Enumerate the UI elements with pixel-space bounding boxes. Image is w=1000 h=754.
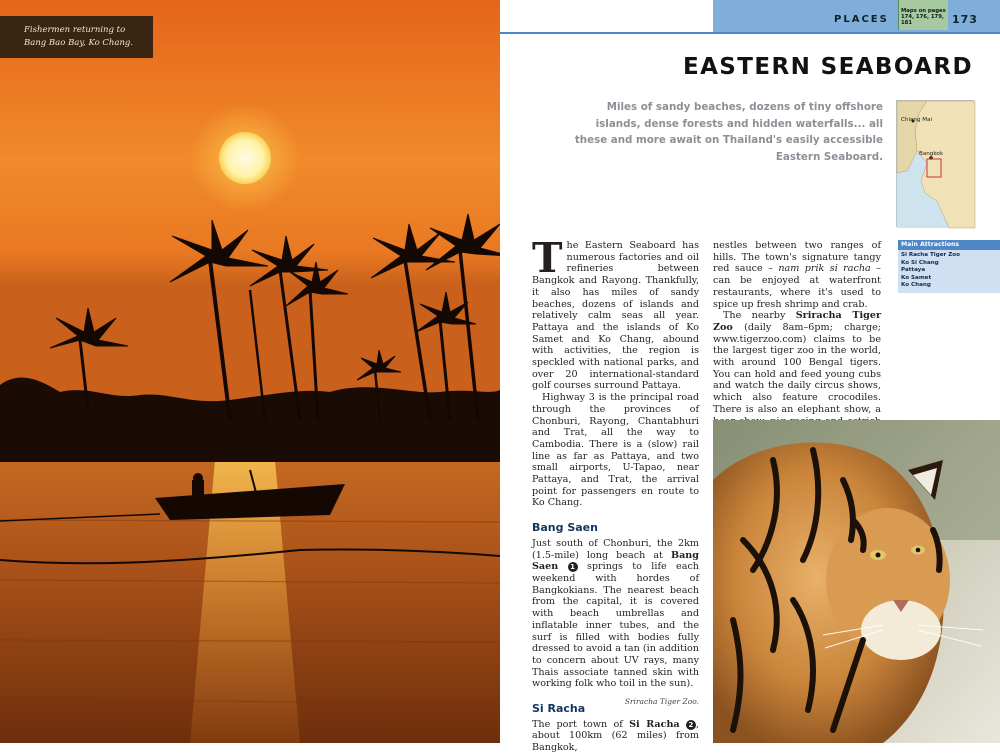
subheading-bang-saen: Bang Saen xyxy=(532,521,598,535)
place-name: Si Racha xyxy=(629,718,680,730)
map-ref-badge: 1 xyxy=(568,562,578,572)
map-label-bangkok: Bangkok xyxy=(919,151,944,157)
map-ref-badge: 2 xyxy=(686,720,696,730)
tiger-caption: Sriracha Tiger Zoo. xyxy=(624,697,699,706)
paragraph-text: he Eastern Seaboard has numerous factories and oil refineries between Bangkok and Rayong. Thankfully, it also has miles of sandy beaches, dozens of islands and relatively calm seas all year. Pattaya and the islands of Ko Samet and Ko Chang, abound with activities, the region is speckled with national parks, and over 20 international-standard golf courses surround Pattaya. xyxy=(532,240,699,392)
paragraph-text: The port town of xyxy=(532,718,630,730)
list-item: Ko Chang xyxy=(901,282,931,289)
attractions-heading: Main Attractions xyxy=(898,240,1000,250)
paragraph-text: The nearby xyxy=(723,310,796,322)
paragraph xyxy=(532,234,699,392)
paragraph xyxy=(713,240,881,310)
header-rule xyxy=(500,32,1000,34)
paragraph-text: – can be enjoyed at waterfront restaurants, where it's used to spice up fresh shrimp and crab. xyxy=(713,263,881,310)
paragraph xyxy=(532,719,699,754)
list-item: Si Racha Tiger Zoo xyxy=(901,252,960,258)
page-number: 173 xyxy=(952,13,978,26)
map-label-chiang-mai: Chiang Mai xyxy=(901,117,933,123)
list-item: Pattaya xyxy=(901,267,926,274)
paragraph xyxy=(532,538,699,690)
paragraph-text: , about 100km (62 miles) from Bangkok, xyxy=(532,718,699,754)
list-item: Ko Samet xyxy=(901,274,932,281)
main-attractions-box xyxy=(898,240,1000,293)
paragraph-text: nestles between two ranges of hills. The town's signature tangy red sauce – xyxy=(713,240,881,275)
sunset-illustration xyxy=(0,0,500,743)
tiger-photo xyxy=(713,420,1000,743)
sunset-photo xyxy=(0,0,500,743)
photo-caption: Fishermen returning to Bang Bao Bay, Ko Chang. xyxy=(0,16,153,58)
article-column-1 xyxy=(532,234,699,754)
italic-term: nam prik si racha xyxy=(778,263,871,275)
tiger-illustration xyxy=(713,420,1000,743)
page-title: EASTERN SEABOARD xyxy=(683,54,973,80)
locator-map xyxy=(896,100,974,227)
attractions-list xyxy=(898,250,1000,293)
place-name: Bang Saen xyxy=(532,549,699,573)
paragraph-text: springs to life each weekend with hordes of Bangkokians. The nearest beach from the capital, it is covered with beach umbrellas and inflatable inner tubes, and the surf is filled with bodies fully dressed to avoid a tan (in addition to concern about UV rays, many Thais associate tanned skin with working folk who toil in the sun). xyxy=(532,561,699,690)
subheading-si-racha: Si Racha xyxy=(532,702,586,716)
drop-cap: T xyxy=(532,234,563,282)
list-item: Ko Si Chang xyxy=(901,259,939,266)
article-column-2 xyxy=(713,240,881,439)
maps-note: Maps on pages 174, 176, 179, 181 xyxy=(901,8,946,27)
intro-text: Miles of sandy beaches, dozens of tiny offshore islands, dense forests and hidden waterfalls... all these and more await on Thailand's easily accessible Eastern Seaboard. xyxy=(574,101,883,163)
paragraph: Highway 3 is the principal road through the provinces of Chonburi, Rayong, Chantabhuri and Trat, all the way to Cambodia. There is a (slow) rail line as far as Pattaya, and two small airports, U-Tapao, near Pattaya, and Trat, the arrival point for passengers en route to Ko Chang. xyxy=(532,392,699,509)
right-page xyxy=(500,0,1000,754)
section-label: PLACES xyxy=(834,14,889,25)
paragraph-text: (daily 8am–6pm; charge; www.tigerzoo.com) claims to be the largest tiger zoo in the world, with around 100 Bengal tigers. You can hold and feed young cubs and watch the daily circus shows, which also feature crocodiles. There is also an elephant show, a xyxy=(713,321,881,415)
paragraph-text: Just south of Chonburi, the 2km (1.5-mile) long beach at xyxy=(532,537,699,561)
place-name: Sriracha Tiger Zoo xyxy=(713,310,882,333)
